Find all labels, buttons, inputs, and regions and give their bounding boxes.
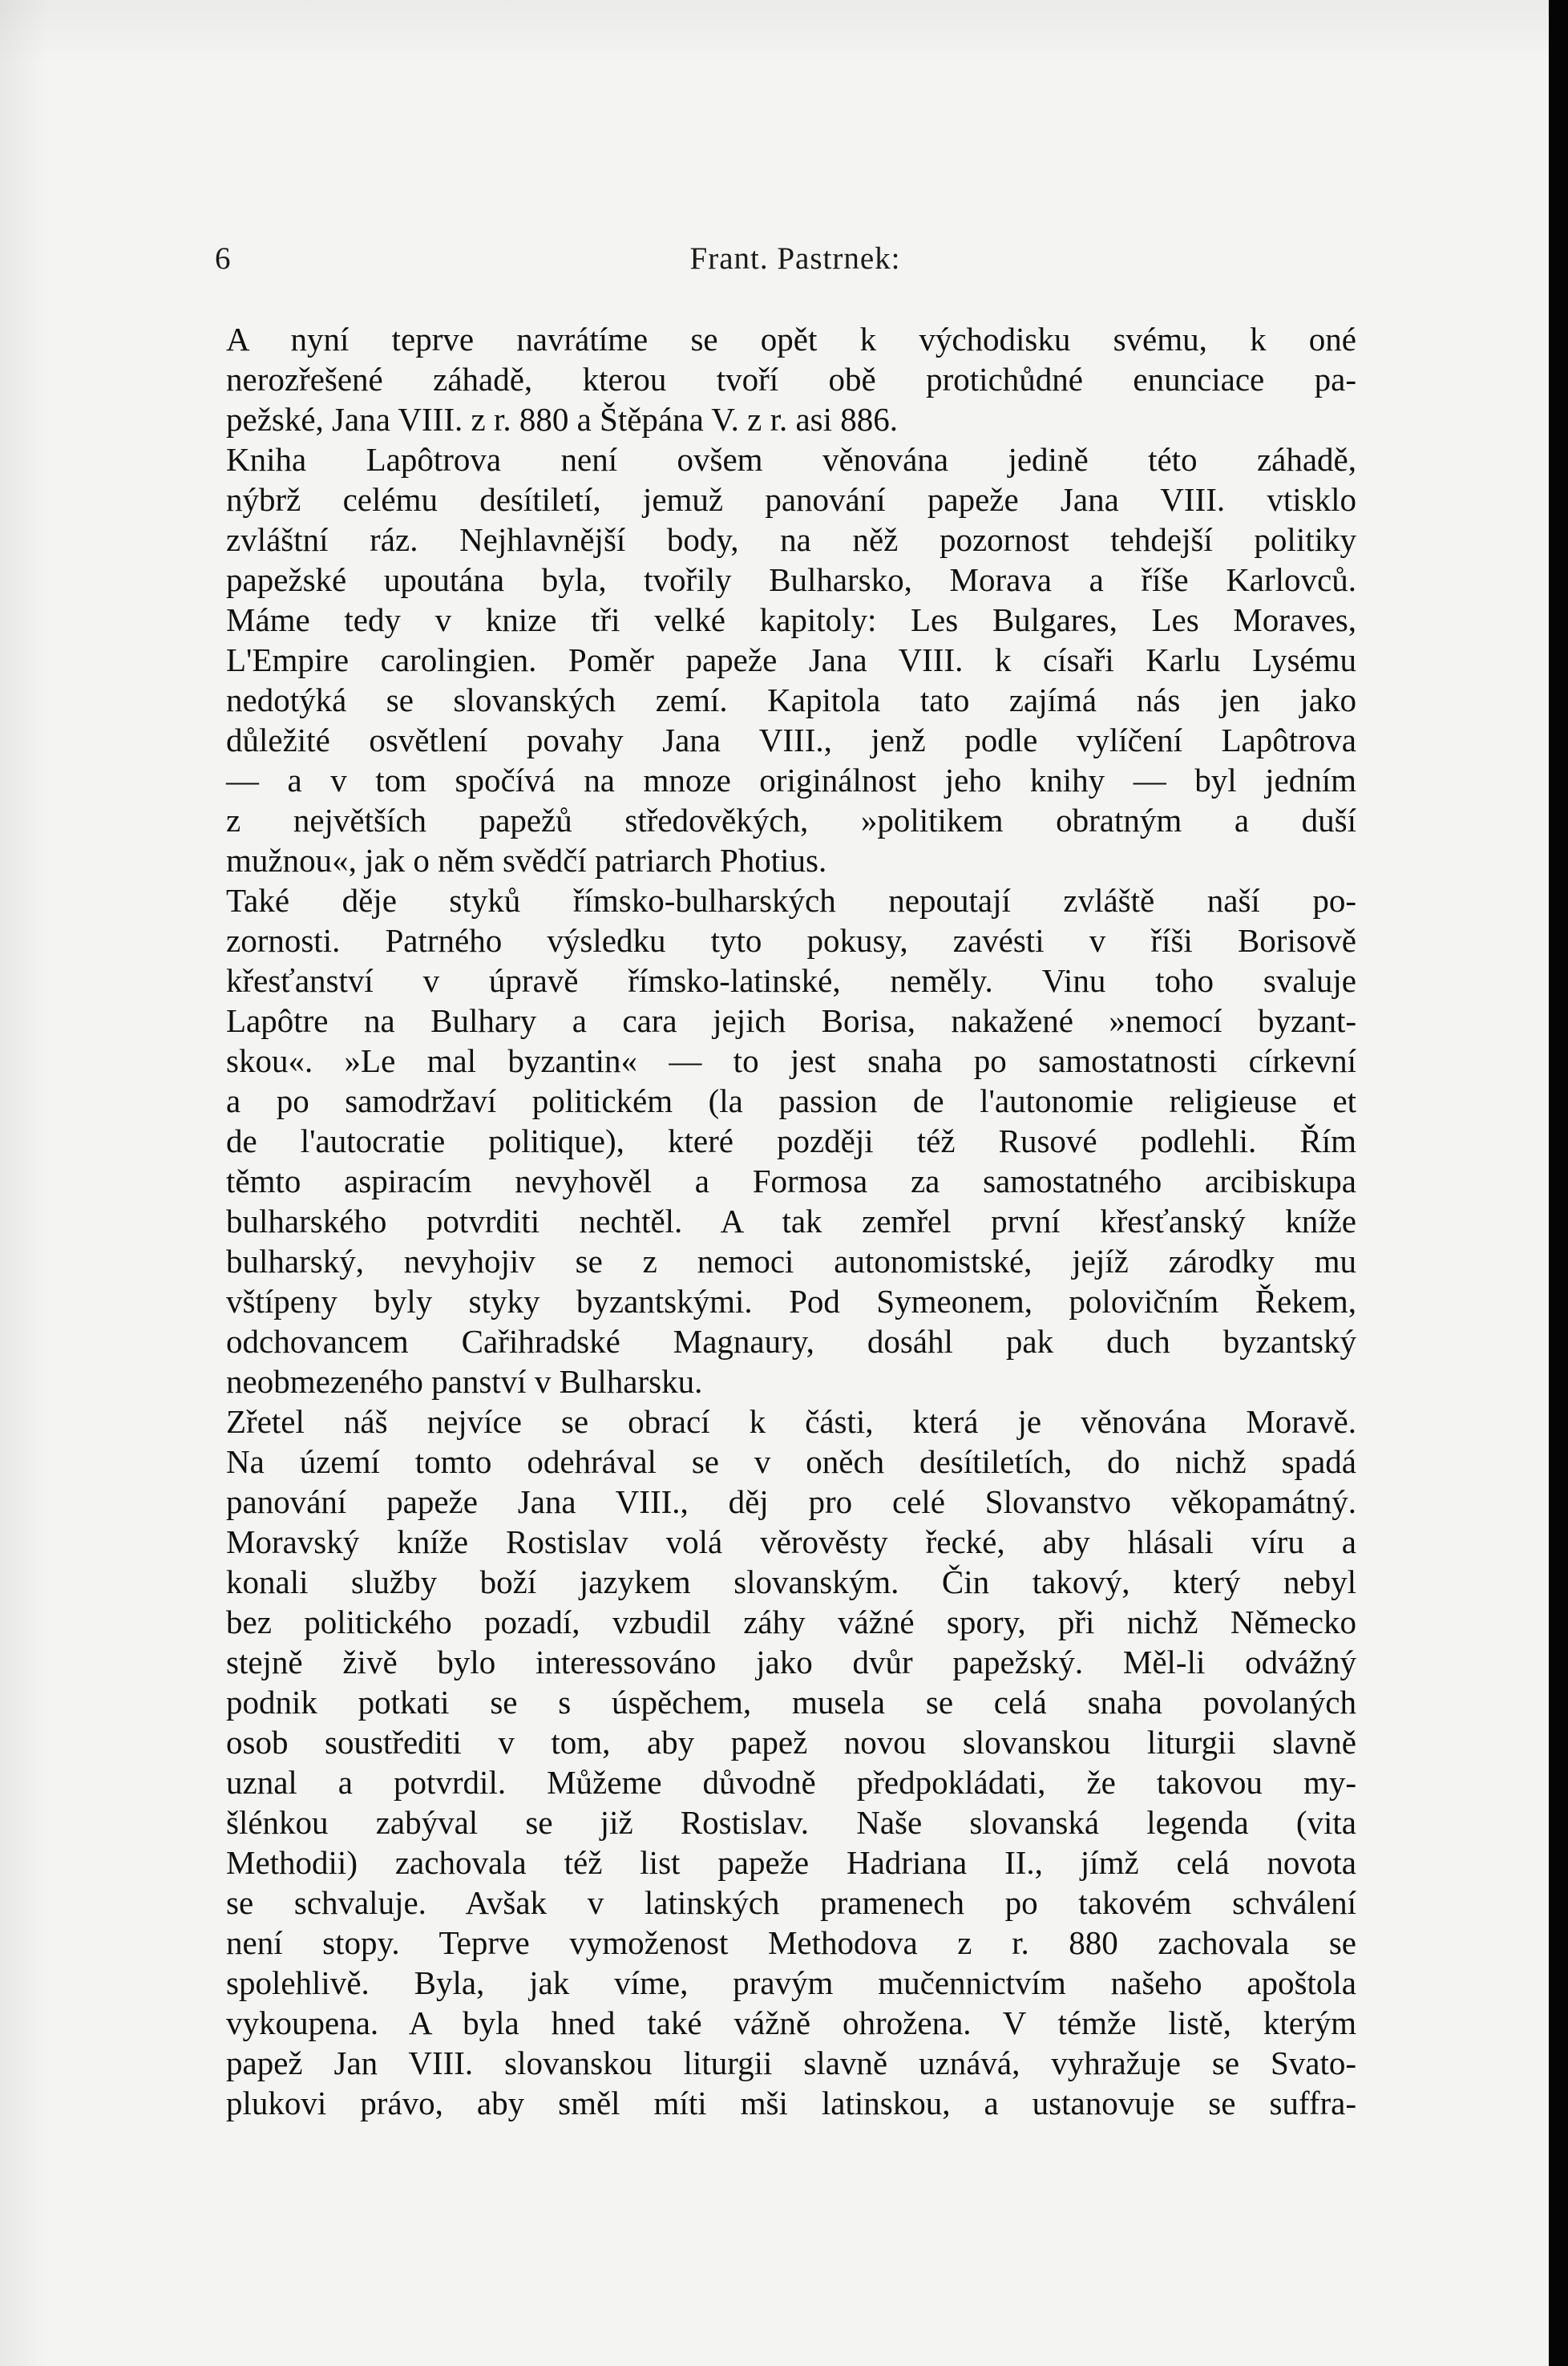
text-line: plukovi právo, aby směl míti mši latinskou, a ustanovuje se suffra- xyxy=(226,2085,1356,2121)
text-line: nýbrž celému desítiletí, jemuž panování papeže Jana VIII. vtisklo xyxy=(226,481,1356,518)
text-line: pežské, Jana VIII. z r. 880 a Štěpána V. z r. asi 886. xyxy=(226,401,899,438)
text-line-underlined: spolehlivě. Byla, jak víme, pravým mučennictvím našeho apoštola xyxy=(226,1964,1356,2001)
text-line: těmto aspiracím nevyhověl a Formosa za samostatného arcibiskupa xyxy=(226,1163,1356,1199)
text-line-underlined: není stopy. Teprve vymoženost Methodova z r. 880 zachovala se xyxy=(226,1924,1356,1961)
text-line: Také děje styků římsko-bulharských nepoutají zvláště naší po- xyxy=(226,882,1356,919)
text-line: Lapôtre na Bulhary a cara jejich Borisa, nakažené »nemocí byzant- xyxy=(226,1002,1356,1039)
text-line: vykoupena. A byla hned také vážně ohrožena. V témže listě, kterým xyxy=(226,2004,1356,2041)
text-line: neobmezeného panství v Bulharsku. xyxy=(226,1363,703,1400)
text-line: odchovancem Cařihradské Magnaury, dosáhl pak duch byzantský xyxy=(226,1323,1356,1360)
text-line: vštípeny byly styky byzantskými. Pod Symeonem, polovičním Řekem, xyxy=(226,1283,1356,1320)
text-line: mužnou«, jak o něm svědčí patriarch Photius. xyxy=(226,842,827,879)
text-line: — a v tom spočívá na mnoze originálnost jeho knihy — byl jedním xyxy=(226,762,1356,799)
text-line: a po samodržaví politickém (la passion de l'autonomie religieuse et xyxy=(226,1082,1356,1119)
text-line: konali služby boží jazykem slovanským. Čin takový, který nebyl xyxy=(226,1563,1356,1600)
text-line: skou«. »Le mal byzantin« — to jest snaha po samostatnosti církevní xyxy=(226,1042,1356,1079)
text-line: šlénkou zabýval se již Rostislav. Naše slovanská legenda (vita xyxy=(226,1804,1356,1841)
text-line: papežské upoutána byla, tvořily Bulharsko, Morava a říše Karlovců. xyxy=(226,561,1356,598)
text-line: Zřetel náš nejvíce se obrací k části, která je věnována Moravě. xyxy=(226,1403,1356,1440)
text-line: zvláštní ráz. Nejhlavnější body, na něž pozornost tehdejší politiky xyxy=(226,521,1356,558)
scan-border xyxy=(1549,0,1568,2366)
text-line: uznal a potvrdil. Můžeme důvodně předpokládati, že takovou my- xyxy=(226,1764,1356,1801)
body-text xyxy=(226,319,1356,2123)
text-line: bulharského potvrditi nechtěl. A tak zemřel první křesťanský kníže xyxy=(226,1203,1356,1240)
text-line: křesťanství v úpravě římsko-latinské, neměly. Vinu toho svaluje xyxy=(226,962,1356,999)
text-line: osob soustřediti v tom, aby papež novou slovanskou liturgii slavně xyxy=(226,1724,1356,1761)
text-line: bez politického pozadí, vzbudil záhy vážné spory, při nichž Německo xyxy=(226,1604,1356,1640)
text-line: Máme tedy v knize tři velké kapitoly: Les Bulgares, Les Moraves, xyxy=(226,601,1356,638)
text-line: papež Jan VIII. slovanskou liturgii slavně uznává, vyhražuje se Svato- xyxy=(226,2044,1356,2081)
text-line: Na území tomto odehrával se v oněch desítiletích, do nichž spadá xyxy=(226,1443,1356,1480)
text-line: nedotýká se slovanských zemí. Kapitola tato zajímá nás jen jako xyxy=(226,681,1356,718)
text-line: panování papeže Jana VIII., děj pro celé Slovanstvo věkopamátný. xyxy=(226,1483,1356,1520)
text-line: Kniha Lapôtrova není ovšem věnována jedině této záhadě, xyxy=(226,441,1356,478)
page-number: 6 xyxy=(215,241,231,276)
text-line: L'Empire carolingien. Poměr papeže Jana VIII. k císaři Karlu Lysému xyxy=(226,641,1356,678)
text-line: se schvaluje. Avšak v latinských pramenech po takovém schválení xyxy=(226,1884,1356,1921)
running-head: Frant. Pastrnek: xyxy=(689,241,901,276)
text-line: z největších papežů středověkých, »politikem obratným a duší xyxy=(226,802,1356,839)
page-header xyxy=(215,241,1376,281)
text-line: Methodii) zachovala též list papeže Hadriana II., jímž celá novota xyxy=(226,1844,1356,1881)
text-line: A nyní teprve navrátíme se opět k východisku svému, k oné xyxy=(226,321,1356,358)
text-line: zornosti. Patrného výsledku tyto pokusy, zavésti v říši Borisově xyxy=(226,922,1356,959)
text-line: bulharský, nevyhojiv se z nemoci autonomistské, jejíž zárodky mu xyxy=(226,1243,1356,1280)
text-line: Moravský kníže Rostislav volá věrověsty řecké, aby hlásali víru a xyxy=(226,1523,1356,1560)
text-line: stejně živě bylo interessováno jako dvůr papežský. Měl-li odvážný xyxy=(226,1644,1356,1680)
text-line: důležité osvětlení povahy Jana VIII., jenž podle vylíčení Lapôtrova xyxy=(226,722,1356,758)
text-line: nerozřešené záhadě, kterou tvoří obě protichůdné enunciace pa- xyxy=(226,361,1356,398)
text-line: de l'autocratie politique), které později též Rusové podlehli. Řím xyxy=(226,1122,1356,1159)
text-line: podnik potkati se s úspěchem, musela se celá snaha povolaných xyxy=(226,1684,1356,1721)
